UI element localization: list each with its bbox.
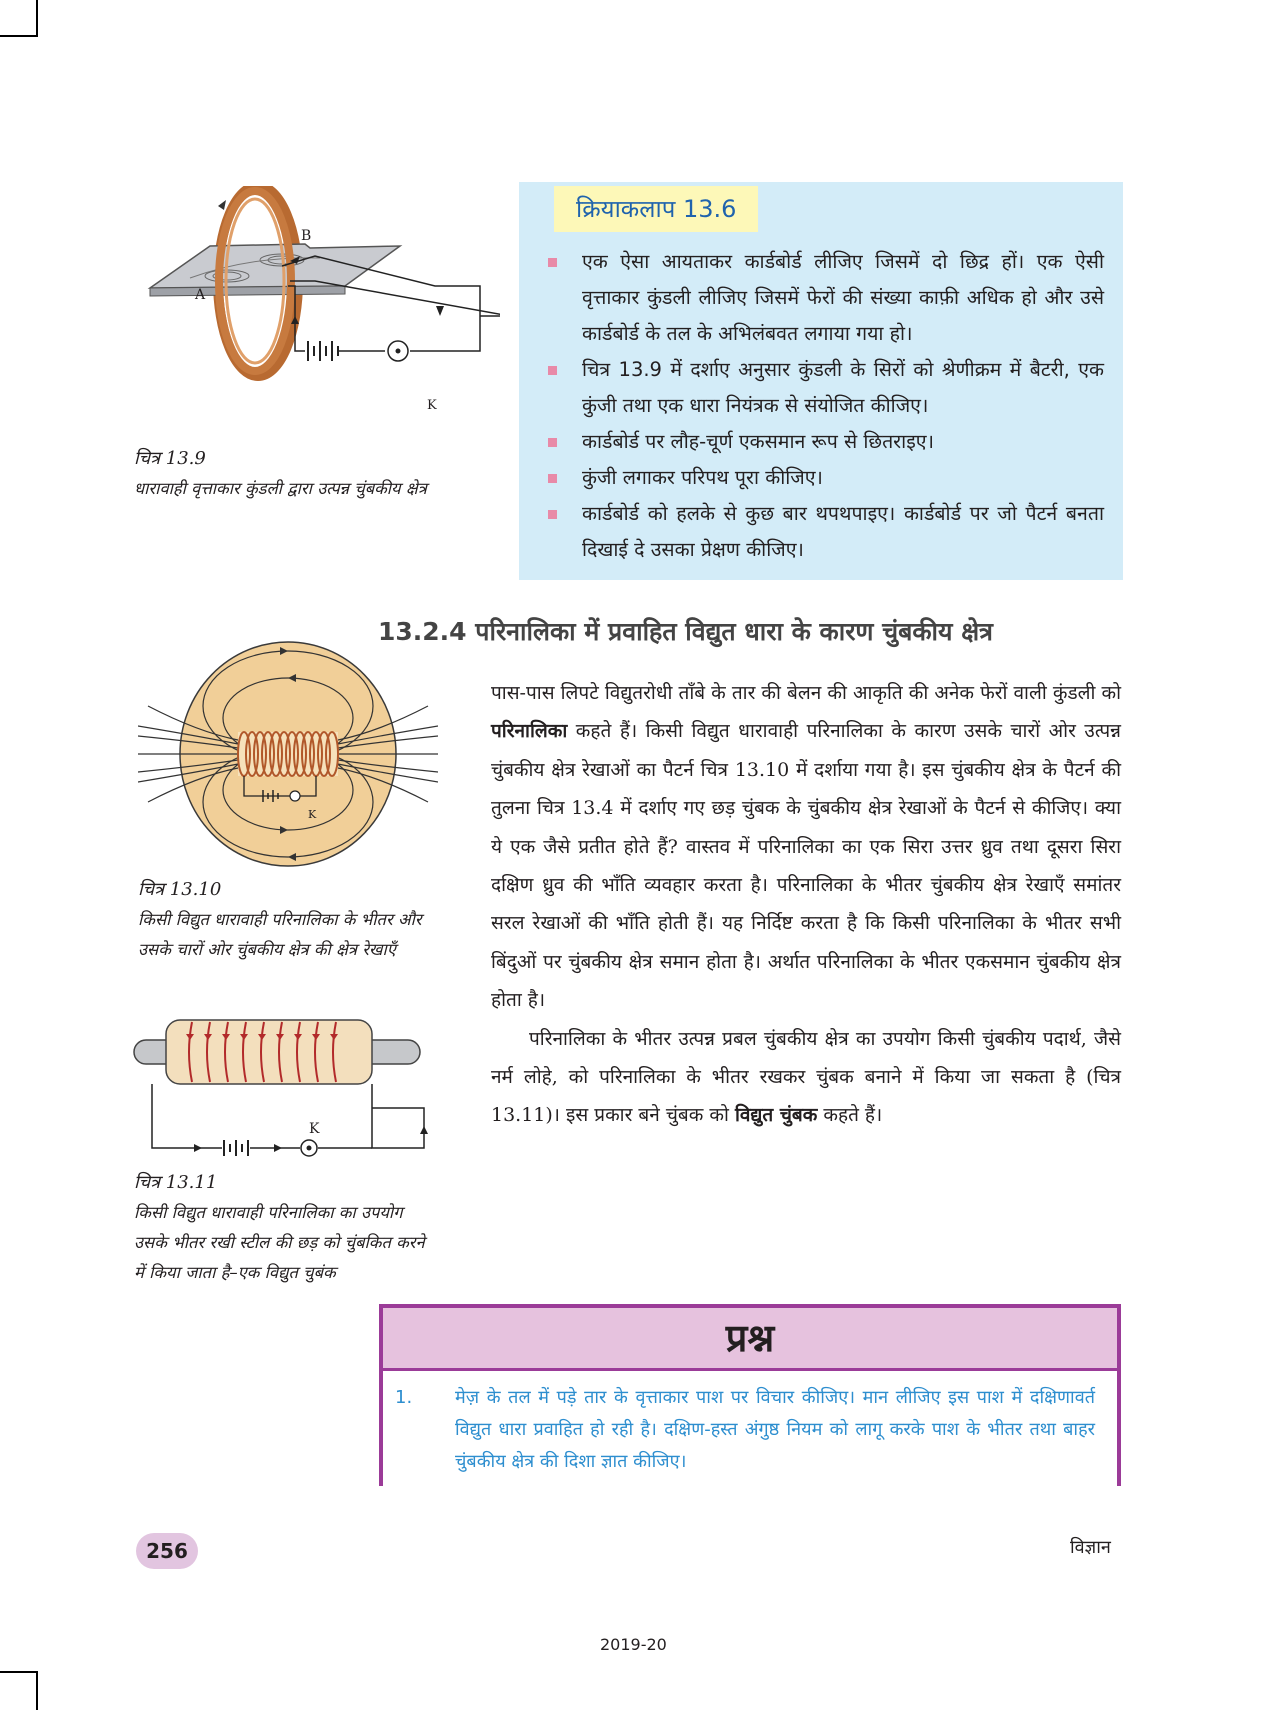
question-box [379, 1304, 1121, 1486]
crop-mark [0, 35, 38, 37]
paragraph: परिनालिका के भीतर उत्पन्न प्रबल चुंबकीय क्षेत्र का उपयोग किसी चुंबकीय पदार्थ, जैसे नर्म लोहे, को परिनालिका के भीतर रखकर चुंबक बनाने में किया जा सकता है (चित्र 13.11)। इस प्रकार बने चुंबक को विद्युत चुंबक कहते हैं। [491, 1027, 1121, 1127]
fig11-caption-text: किसी विद्युत धारावाही परिनालिका का उपयोग उसके भीतर रखी स्टील की छड़ को चुंबकित करने में किया जाता है–एक विद्युत चुबंक [134, 1203, 425, 1282]
activity-list [544, 244, 1104, 568]
activity-title: क्रियाकलाप 13.6 [554, 186, 758, 232]
bullet-icon [548, 258, 557, 267]
fig9-label-a: A [195, 287, 206, 303]
bullet-icon [548, 474, 557, 483]
question-number: 1. [395, 1387, 413, 1408]
figure-13-11 [132, 1008, 442, 1168]
question-header [383, 1308, 1117, 1371]
list-item: कार्डबोर्ड पर लौह-चूर्ण एकसमान रूप से छितराइए। [544, 424, 1104, 460]
crop-mark [36, 1671, 38, 1710]
question-text: मेज़ के तल में पड़े तार के वृत्ताकार पाश पर विचार कीजिए। मान लीजिए इस पाश में दक्षिणावर्त विद्युत धारा प्रवाहित हो रही है। दक्षिण-हस्त अंगुष्ठ नियम को लागू करके पाश के भीतर तथा बाहर चुंबकीय क्षेत्र की दिशा ज्ञात कीजिए। [455, 1387, 1095, 1472]
crop-mark [0, 1671, 38, 1673]
term-electromagnet: विद्युत चुंबक [734, 1104, 818, 1127]
bullet-icon [548, 438, 557, 447]
bullet-icon [548, 510, 557, 519]
bullet-icon [548, 366, 557, 375]
paragraph: पास-पास लिपटे विद्युतरोधी ताँबे के तार की बेलन की आकृति की अनेक फेरों वाली कुंडली को परिनालिका कहते हैं। किसी विद्युत धारावाही परिनालिका के कारण उसके चारों ओर उत्पन्न चुंबकीय क्षेत्र रेखाओं का पैटर्न चित्र 13.10 में दर्शाया गया है। इस चुंबकीय क्षेत्र के पैटर्न की तुलना चित्र 13.4 में दर्शाए गए छड़ चुंबक के चुंबकीय क्षेत्र रेखाओं के पैटर्न से कीजिए। क्या ये एक जैसे प्रतीत होते हैं? वास्तव में परिनालिका का एक सिरा उत्तर ध्रुव तथा दूसरा सिरा दक्षिण ध्रुव की भाँति व्यवहार करता है। परिनालिका के भीतर चुंबकीय क्षेत्र रेखाएँ समांतर सरल रेखाओं की भाँति होती हैं। यह निर्दिष्ट करता है कि किसी परिनालिका के भीतर सभी बिंदुओं पर चुंबकीय क्षेत्र समान होता है। अर्थात परिनालिका के भीतर एकसमान चुंबकीय क्षेत्र होता है। [491, 682, 1121, 1012]
list-item: कार्डबोर्ड को हलके से कुछ बार थपथपाइए। कार्डबोर्ड पर जो पैटर्न बनता दिखाई दे उसका प्रेक्षण कीजिए। [544, 496, 1104, 568]
activity-box [519, 182, 1123, 580]
fig10-label-k: K [308, 808, 317, 821]
crop-mark [36, 0, 38, 37]
fig9-caption-title: चित्र 13.9 [134, 448, 206, 469]
page-number: 256 [136, 1533, 198, 1569]
fig9-label-k: K [427, 398, 437, 413]
figure-13-9 [130, 186, 500, 416]
question-item [395, 1382, 1095, 1478]
fig10-caption-title: चित्र 13.10 [138, 879, 222, 900]
year: 2019-20 [600, 1635, 667, 1654]
fig9-caption-text: धारावाही वृत्ताकार कुंडली द्वारा उत्पन्न चुंबकीय क्षेत्र [134, 479, 427, 498]
body-text [491, 674, 1121, 1135]
term-solenoid: परिनालिका [491, 720, 568, 743]
list-item: कुंजी लगाकर परिपथ पूरा कीजिए। [544, 460, 1104, 496]
list-item: चित्र 13.9 में दर्शाए अनुसार कुंडली के सिरों को श्रेणीक्रम में बैटरी, एक कुंजी तथा एक धारा नियंत्रक से संयोजित कीजिए। [544, 352, 1104, 424]
fig9-label-b: B [301, 228, 312, 244]
figure-13-10 [138, 636, 438, 876]
fig11-caption-title: चित्र 13.11 [134, 1172, 218, 1193]
list-item: एक ऐसा आयताकर कार्डबोर्ड लीजिए जिसमें दो छिद्र हों। एक ऐसी वृत्ताकार कुंडली लीजिए जिसमें फेरों की संख्या काफ़ी अधिक हो और उसे कार्डबोर्ड के तल के अभिलंबवत लगाया गया हो। [544, 244, 1104, 352]
question-title: प्रश्न [725, 1316, 775, 1360]
book-title: विज्ञान [1070, 1537, 1111, 1558]
fig11-label-k: K [309, 1121, 320, 1137]
fig10-caption-text: किसी विद्युत धारावाही परिनालिका के भीतर और उसके चारों ओर चुंबकीय क्षेत्र की क्षेत्र रेखाएँ [138, 910, 422, 959]
section-heading: 13.2.4 परिनालिका में प्रवाहित विद्युत धारा के कारण चुंबकीय क्षेत्र [378, 617, 993, 646]
